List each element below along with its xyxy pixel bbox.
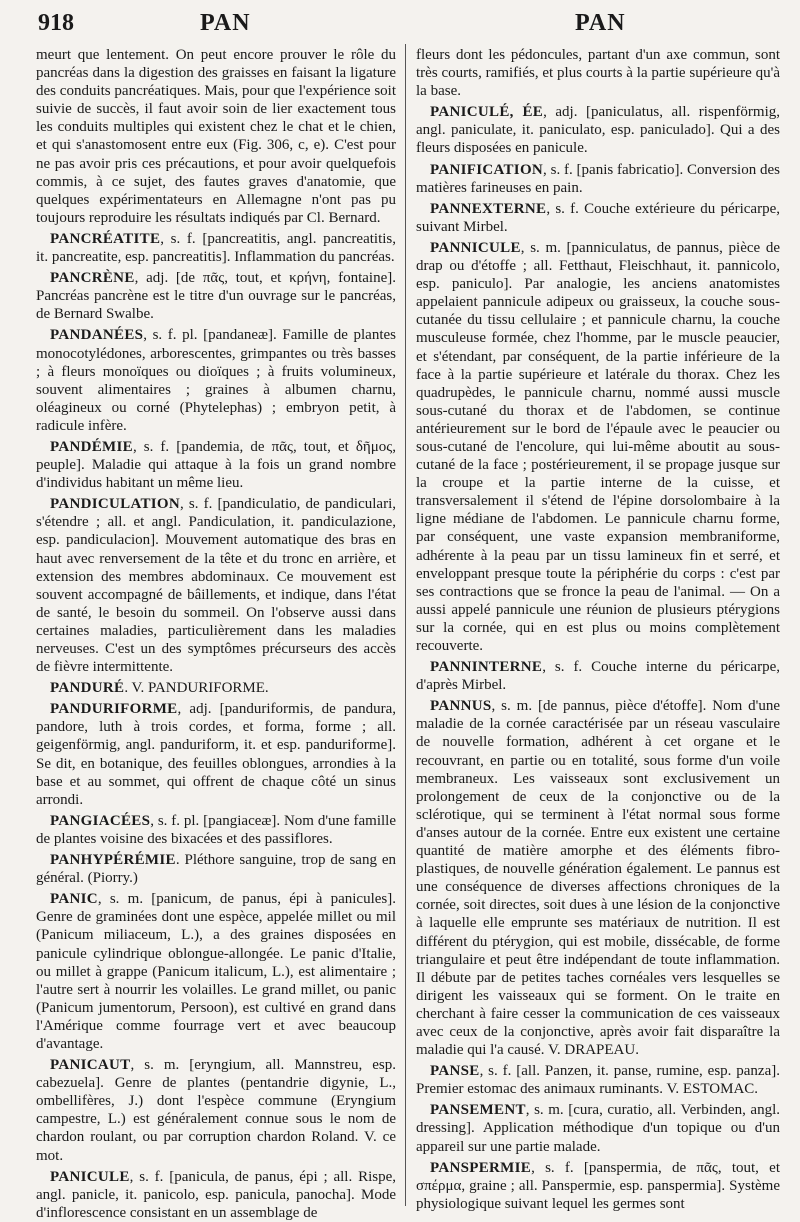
- right-column: [416, 46, 781, 1212]
- entry-definition: fleurs dont les pédoncules, partant d'un axe commun, sont très courts, ramifiés, et plus courts à la partie supérieure qu'à la base.: [416, 47, 780, 100]
- entry-definition: . V. PANDURIFORME.: [124, 680, 269, 697]
- dictionary-entry: [36, 495, 396, 676]
- dictionary-entry: [416, 1101, 780, 1155]
- entry-headword: PANNEXTERNE: [430, 200, 547, 217]
- dictionary-entry: [36, 1168, 396, 1222]
- dictionary-entry: [416, 1062, 780, 1098]
- entry-headword: PANSEMENT: [430, 1102, 526, 1119]
- dictionary-entry: [36, 438, 396, 492]
- entry-definition: , s. f. [all. Panzen, it. panse, rumine, esp. panza]. Premier estomac des animaux ruminants. V. ESTOMAC.: [416, 1063, 780, 1098]
- entry-definition: , s. f. [pancreatitis, angl. pancreatitis, it. pancreatite, esp. pancreatitis]. Inflammation du pancréas.: [36, 230, 396, 266]
- dictionary-entry: [416, 1159, 780, 1213]
- entry-headword: PANCRÈNE: [50, 270, 135, 287]
- running-header: [0, 10, 800, 44]
- entry-definition: , s. f. Couche interne du péricarpe, d'après Mirbel.: [416, 659, 780, 694]
- entry-headword: PANDURÉ: [50, 680, 125, 697]
- entry-headword: PANNINTERNE: [430, 659, 543, 676]
- dictionary-entry: [416, 658, 780, 694]
- continued-text: [36, 46, 396, 227]
- entry-definition: , s. f. [pandiculatio, de pandiculari, s'étendre ; all. et angl. Pandiculation, it. pandiculazione, esp. pandiculacion]. Mouvement automatique des bras en haut avec renversement de la tête et du tronc en arrière, et extension des membres abdominaux. Ce mouvement est souvent accompagné de bâillements, et indique, dans l'état de santé, le besoin du sommeil. On l'observe aussi dans certaines maladies, particulièrement dans les maladies nerveuses. C'est un des symptômes précurseurs des accès de fièvre intermittente.: [36, 496, 396, 676]
- entry-headword: PANNUS: [430, 698, 492, 715]
- dictionary-entry: [36, 812, 396, 848]
- entry-definition: , s. m. [panniculatus, de pannus, pièce de drap ou d'étoffe ; all. Fetthaut, Fleischhaut, it. pannicolo, esp. paniculo]. Par analogie, les anciens anatomistes appelaient pannicule adipeux ou graisseux, la couche sous-cutanée du tissu cellulaire ; et pannicule charnu, la couche musculeuse formée, chez l'homme, par le muscle peaucier, et s'étendant, par conséquent, de la partie inférieure de la face à la partie supérieure et latérale du thorax. Chez les quadrupèdes, le pannicule charnu, nommé aussi muscle sous-cutané du thorax et de l'abdomen, se continue antérieurement sur le bord de l'épaule avec le peaucier ou sous-cutané de l'encolure, qui lui-même aboutit au sous-cutané de la face ; postérieurement, il se propage jusque sur la croupe et la partie interne de la cuisse, et transversalement il s'étend de l'épine dorsolombaire à la ligne médiane de l'abdomen. Le pannicule charnu forme, par conséquent, une vaste expansion membraniforme, adhérente à la peau par un tissu lamineux fin et serré, et enveloppant presque toute la périphérie du corps : c'est par ses contractions que se fronce la peau de l'animal. — On a aussi appelé pannicule une réunion de plusieurs ptérygions sur la cornée, qui en est plus ou moins complètement recouverte.: [416, 239, 780, 654]
- entry-headword: PANGIACÉES: [50, 812, 151, 829]
- page-number: 918: [38, 10, 74, 36]
- dictionary-entry: [36, 1056, 396, 1165]
- continued-text: [416, 46, 780, 100]
- entry-definition: , s. f. [pandemia, de πᾶς, tout, et δῆμος, peuple]. Maladie qui attaque à la fois un grand nombre d'individus habitant un même lieu.: [36, 438, 396, 492]
- dictionary-entry: [36, 679, 396, 697]
- entry-headword: PANSPERMIE: [430, 1159, 532, 1176]
- right-running-head: PAN: [575, 10, 626, 36]
- entry-definition: , s. f. pl. [pangiaceæ]. Nom d'une famille de plantes voisine des bixacées et des passiflores.: [36, 812, 396, 847]
- entry-definition: , adj. [paniculatus, all. rispenförmig, angl. paniculate, it. paniculato, esp. paniculado]. Qui a des fleurs disposées en panicule.: [416, 104, 781, 157]
- dictionary-entry: [36, 230, 396, 266]
- dictionary-entry: [36, 890, 396, 1053]
- dictionary-entry: [416, 161, 780, 197]
- entry-definition: meurt que lentement. On peut encore prouver le rôle du pancréas dans la digestion des graisses en faisant la ligature des conduits pancréatiques. Mais, pour que l'expérience soit suivie de succès, il faut avoir soin de lier exactement tous les conduits multiples qui existent chez le chat et le chien, et qui s'anastomosent entre eux (Fig. 306, c, e). C'est pour ne pas avoir pris ces précautions, et pour avoir quelquefois commis, à ce sujet, des fautes graves d'anatomie, que quelques expérimentateurs en Allemagne n'ont pas pu toujours reproduire les résultats indiqués par Cl. Bernard.: [36, 47, 396, 226]
- entry-definition: , s. m. [eryngium, all. Mannstreu, esp. cabezuela]. Genre de plantes (pentandrie digynie, L., ombellifères, J.) dont l'espèce commune (Eryngium campestre, L.) est généralement connue sous le nom de chardon roulant, ou par corruption chardon Roland. V. ce mot.: [36, 1057, 396, 1164]
- entry-headword: PANICAUT: [50, 1057, 131, 1074]
- entry-headword: PANDURIFORME: [50, 701, 178, 718]
- entry-headword: PANICULÉ, ÉE: [430, 104, 544, 121]
- dictionary-entry: [416, 697, 780, 1059]
- column-divider: [405, 44, 406, 1206]
- entry-headword: PANDANÉES: [50, 327, 144, 344]
- dictionary-entry: [416, 200, 780, 236]
- dictionary-entry: [36, 269, 396, 323]
- entry-definition: , s. f. [panis fabricatio]. Conversion des matières farineuses en pain.: [416, 161, 780, 196]
- entry-definition: , adj. [panduriformis, de pandura, pandore, luth à trois cordes, et forma, forme ; all. geigenförmig, angl. panduriform, it. et esp. panduriforme]. Se dit, en botanique, des feuilles oblongues, arrondies à la base et au sommet, qui offrent de chaque côté un sinus arrondi.: [36, 701, 396, 808]
- entry-headword: PANICULE: [50, 1168, 130, 1185]
- dictionary-entry: [36, 700, 396, 809]
- dictionary-entry: [416, 103, 780, 157]
- entry-headword: PANNICULE: [430, 239, 521, 256]
- entry-definition: . Pléthore sanguine, trop de sang en général. (Piorry.): [36, 852, 396, 887]
- entry-definition: , s. m. [de pannus, pièce d'étoffe]. Nom d'une maladie de la cornée caractérisée par un réseau vasculaire de nouvelle formation, adhérent à cet organe et le recouvrant, en partie ou en totalité, sous forme d'un voile membraneux. Les vaisseaux sont exclusivement un prolongement de ceux de la conjonctive ou de la sclérotique, qui se terminent à l'état normal sous forme d'anses autour de la cornée. Entre eux existent une certaine quantité de matière amorphe et des éléments fibro-plastiques, de nouvelle génération également. Le pannus est une conséquence de diverses affections chroniques de la cornée, soit directes, soit dues à une lésion de la conjonctive à laquelle elle emprunte ses matériaux de nutrition. Il est différent du ptérygion, qui est mobile, dissécable, de forme triangulaire et peut être indépendant de toute inflammation. Il débute par de petites taches cornéales vers lesquelles se dirigent les vaisseaux qui se forment. On le traite en cherchant à faire cesser la communication de ces vaisseaux avec ceux de la conjonctive, après avoir fait disparaître la maladie qui l'a causé. V. DRAPEAU.: [416, 698, 780, 1059]
- entry-headword: PANHYPÉRÉMIE: [50, 852, 176, 869]
- entry-headword: PANSE: [430, 1063, 480, 1080]
- entry-headword: PANDICULATION: [50, 496, 181, 513]
- entry-definition: , s. m. [panicum, de panus, épi à panicules]. Genre de graminées dont une espèce, appelée millet ou mil (Panicum miliaceum, L.), a des graines disposées en panicule cylindrique oblongue-allongée. Le panic d'Italie, ou millet à grappe (Panicum italicum, L.), est alimentaire ; l'autre sert à nourrir les volailles. Le grand millet, ou panic (Panicum jumentorum, Persoon), est cultivé en grand dans l'Amérique comme fourrage vert et avec beaucoup d'avantage.: [36, 891, 396, 1052]
- dictionary-entry: [416, 239, 780, 655]
- entry-definition: , s. m. [cura, curatio, all. Verbinden, angl. dressing]. Application méthodique d'un topique ou d'un appareil sur une partie malade.: [416, 1102, 780, 1155]
- entry-headword: PANIFICATION: [430, 161, 544, 178]
- entry-definition: , s. f. Couche extérieure du péricarpe, suivant Mirbel.: [416, 200, 780, 235]
- entry-headword: PANIC: [50, 891, 98, 908]
- left-column: [36, 46, 396, 1221]
- entry-definition: , adj. [de πᾶς, tout, et κρήνη, fontaine]. Pancréas pancrène est le titre d'un ouvrage sur le pancréas, de Bernard Swalbe.: [36, 270, 396, 323]
- entry-definition: , s. f. pl. [pandaneæ]. Famille de plantes monocotylédones, arborescentes, grimpantes ou très basses ; à fleurs monoïques ou dioïques ; à fruits volumineux, souvent alimentaires ; graines à albumen charnu, oléagineux ou corné (Phytelephas) ; embryon petit, à radicule infère.: [36, 327, 396, 434]
- dictionary-entry: [36, 326, 396, 435]
- left-running-head: PAN: [200, 10, 251, 36]
- entry-definition: , s. f. [panspermia, de πᾶς, tout, et σπέρμα, graine ; all. Panspermie, esp. panspermia]. Système physiologique suivant lequel les germes sont: [416, 1159, 780, 1212]
- entry-headword: PANCRÉATITE: [50, 230, 161, 247]
- entry-definition: , s. f. [panicula, de panus, épi ; all. Rispe, angl. panicle, it. panicolo, esp. panicula, panocha]. Mode d'inflorescence consistant en un assemblage de: [36, 1168, 396, 1221]
- entry-headword: PANDÉMIE: [50, 438, 133, 455]
- dictionary-entry: [36, 851, 396, 887]
